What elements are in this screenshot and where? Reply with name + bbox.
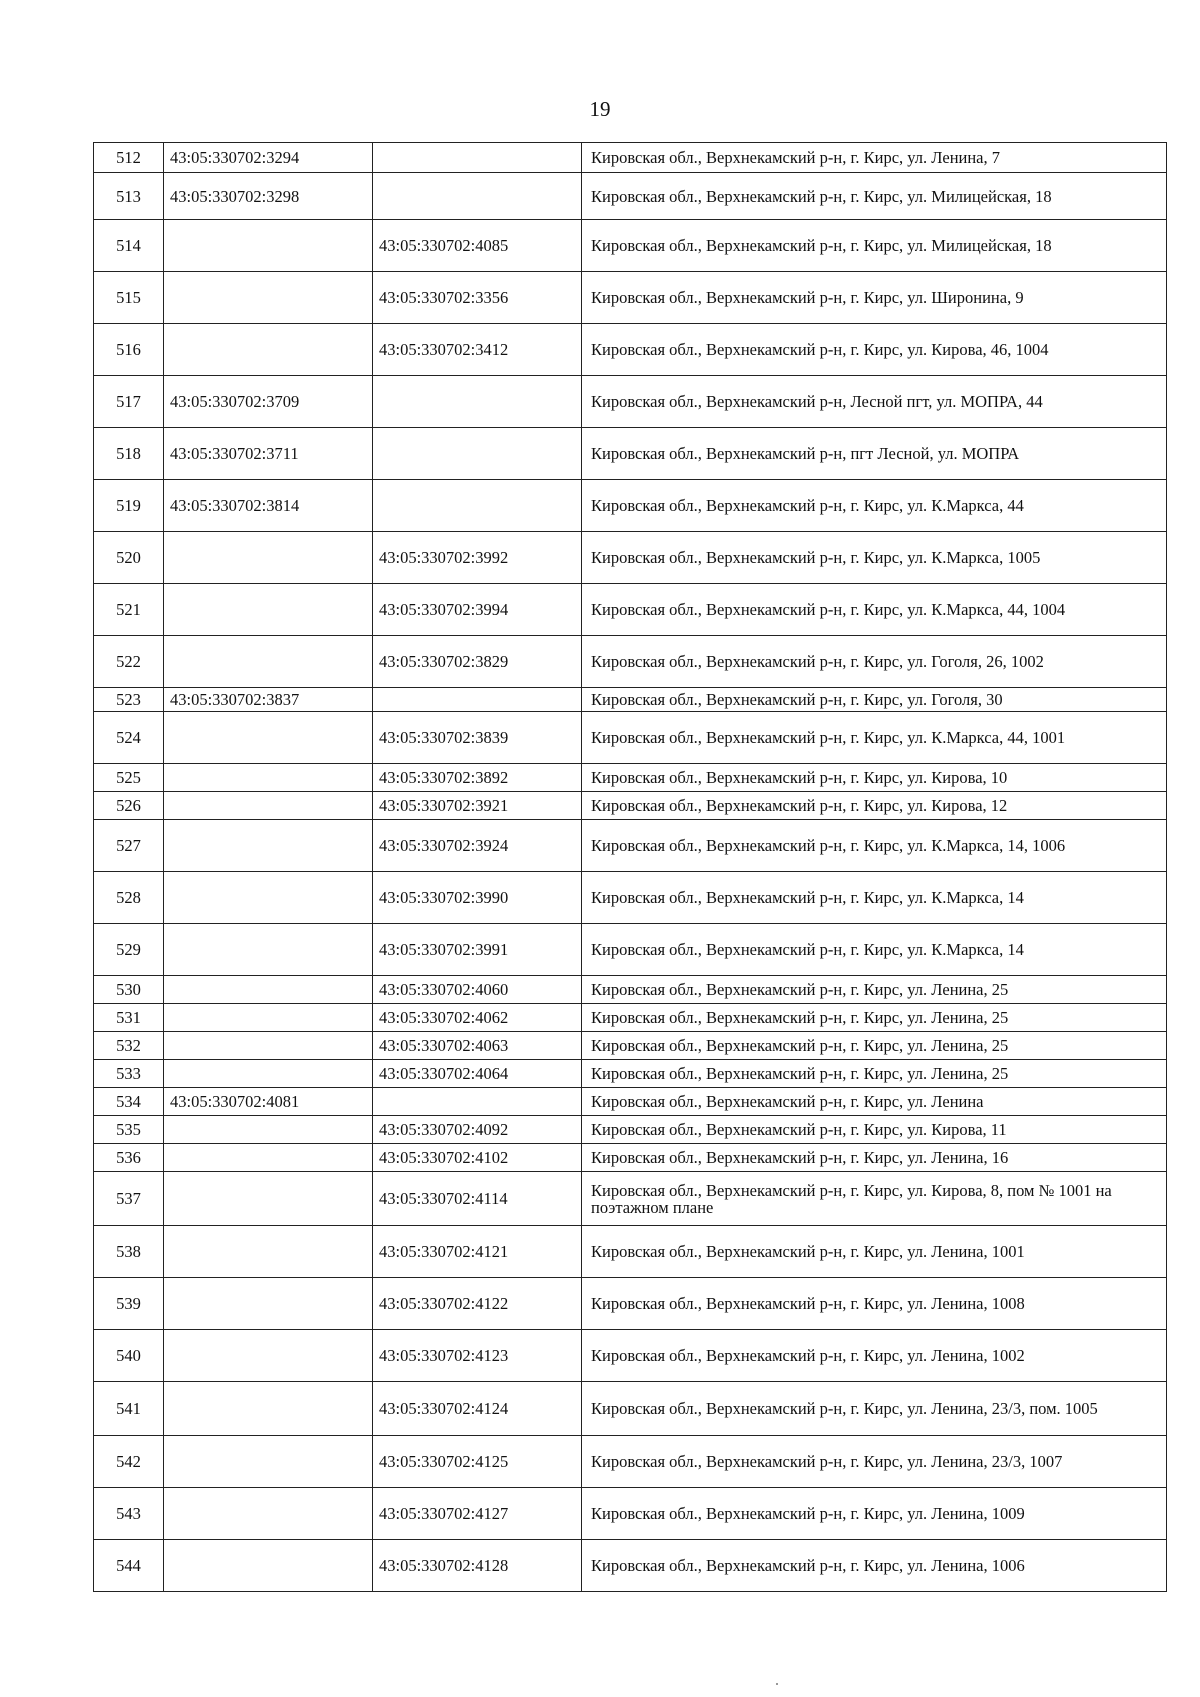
object-cadastral-number-cell: 43:05:330702:4085	[373, 220, 582, 272]
object-cadastral-number-cell: 43:05:330702:4114	[373, 1172, 582, 1226]
row-number-cell: 518	[94, 428, 164, 480]
cadastral-number-cell: 43:05:330702:3814	[164, 480, 373, 532]
table-row	[94, 272, 1167, 324]
address-cell: Кировская обл., Верхнекамский р-н, г. Кирс, ул. Ленина, 1001	[582, 1226, 1167, 1278]
table-row	[94, 688, 1167, 712]
table-row	[94, 584, 1167, 636]
cadastral-number-cell	[164, 1116, 373, 1144]
cadastral-number-cell	[164, 1032, 373, 1060]
object-cadastral-number-cell: 43:05:330702:4092	[373, 1116, 582, 1144]
address-cell: Кировская обл., Верхнекамский р-н, г. Кирс, ул. Ленина, 1009	[582, 1488, 1167, 1540]
table-row	[94, 872, 1167, 924]
row-number-cell: 514	[94, 220, 164, 272]
row-number-cell: 534	[94, 1088, 164, 1116]
address-cell: Кировская обл., Верхнекамский р-н, г. Кирс, ул. Ленина, 16	[582, 1144, 1167, 1172]
object-cadastral-number-cell: 43:05:330702:3991	[373, 924, 582, 976]
table-row	[94, 1088, 1167, 1116]
object-cadastral-number-cell: 43:05:330702:4063	[373, 1032, 582, 1060]
table-row	[94, 173, 1167, 220]
row-number-cell: 544	[94, 1540, 164, 1592]
cadastral-number-cell	[164, 1278, 373, 1330]
cadastral-number-cell	[164, 924, 373, 976]
row-number-cell: 521	[94, 584, 164, 636]
table-row	[94, 1226, 1167, 1278]
object-cadastral-number-cell: 43:05:330702:4062	[373, 1004, 582, 1032]
row-number-cell: 513	[94, 173, 164, 220]
address-cell: Кировская обл., Верхнекамский р-н, г. Кирс, ул. Гоголя, 26, 1002	[582, 636, 1167, 688]
cadastral-number-cell: 43:05:330702:3298	[164, 173, 373, 220]
cadastral-number-cell: 43:05:330702:3709	[164, 376, 373, 428]
table-row	[94, 820, 1167, 872]
row-number-cell: 531	[94, 1004, 164, 1032]
row-number-cell: 516	[94, 324, 164, 376]
table-row	[94, 143, 1167, 173]
cadastral-number-cell	[164, 1382, 373, 1436]
row-number-cell: 515	[94, 272, 164, 324]
object-cadastral-number-cell: 43:05:330702:4123	[373, 1330, 582, 1382]
address-cell: Кировская обл., Верхнекамский р-н, г. Кирс, ул. Кирова, 10	[582, 764, 1167, 792]
cadastral-number-cell	[164, 1144, 373, 1172]
object-cadastral-number-cell: 43:05:330702:4125	[373, 1436, 582, 1488]
table-row	[94, 376, 1167, 428]
page-number: 19	[589, 97, 611, 121]
object-cadastral-number-cell: 43:05:330702:3921	[373, 792, 582, 820]
table-row	[94, 532, 1167, 584]
table-row	[94, 1488, 1167, 1540]
table-row	[94, 976, 1167, 1004]
address-cell: Кировская обл., Верхнекамский р-н, г. Кирс, ул. Ленина, 7	[582, 143, 1167, 173]
row-number-cell: 539	[94, 1278, 164, 1330]
address-cell: Кировская обл., Верхнекамский р-н, г. Кирс, ул. Милицейская, 18	[582, 220, 1167, 272]
address-cell: Кировская обл., Верхнекамский р-н, г. Кирс, ул. К.Маркса, 14	[582, 872, 1167, 924]
object-cadastral-number-cell: 43:05:330702:3924	[373, 820, 582, 872]
cadastral-number-cell	[164, 220, 373, 272]
object-cadastral-number-cell: 43:05:330702:3892	[373, 764, 582, 792]
object-cadastral-number-cell	[373, 1088, 582, 1116]
row-number-cell: 525	[94, 764, 164, 792]
cadastral-number-cell	[164, 820, 373, 872]
row-number-cell: 527	[94, 820, 164, 872]
table-row	[94, 480, 1167, 532]
cadastral-number-cell	[164, 584, 373, 636]
object-cadastral-number-cell: 43:05:330702:3994	[373, 584, 582, 636]
cadastral-number-cell	[164, 1004, 373, 1032]
row-number-cell: 541	[94, 1382, 164, 1436]
parcel-table	[93, 142, 1167, 1592]
cadastral-number-cell: 43:05:330702:3837	[164, 688, 373, 712]
object-cadastral-number-cell	[373, 688, 582, 712]
table-row	[94, 712, 1167, 764]
address-cell: Кировская обл., Верхнекамский р-н, г. Кирс, ул. К.Маркса, 44	[582, 480, 1167, 532]
object-cadastral-number-cell: 43:05:330702:4060	[373, 976, 582, 1004]
address-cell: Кировская обл., Верхнекамский р-н, г. Кирс, ул. К.Маркса, 14	[582, 924, 1167, 976]
cadastral-number-cell: 43:05:330702:3711	[164, 428, 373, 480]
row-number-cell: 538	[94, 1226, 164, 1278]
row-number-cell: 542	[94, 1436, 164, 1488]
table-row	[94, 1436, 1167, 1488]
address-cell: Кировская обл., Верхнекамский р-н, г. Кирс, ул. Гоголя, 30	[582, 688, 1167, 712]
table-row	[94, 792, 1167, 820]
object-cadastral-number-cell: 43:05:330702:3356	[373, 272, 582, 324]
table-row	[94, 1278, 1167, 1330]
cadastral-number-cell	[164, 1172, 373, 1226]
cadastral-number-cell: 43:05:330702:4081	[164, 1088, 373, 1116]
address-cell: Кировская обл., Верхнекамский р-н, г. Кирс, ул. К.Маркса, 1005	[582, 532, 1167, 584]
row-number-cell: 536	[94, 1144, 164, 1172]
cadastral-number-cell	[164, 324, 373, 376]
row-number-cell: 526	[94, 792, 164, 820]
row-number-cell: 535	[94, 1116, 164, 1144]
address-cell: Кировская обл., Верхнекамский р-н, г. Кирс, ул. Широнина, 9	[582, 272, 1167, 324]
cadastral-number-cell: 43:05:330702:3294	[164, 143, 373, 173]
table-row	[94, 1004, 1167, 1032]
row-number-cell: 529	[94, 924, 164, 976]
table-row	[94, 428, 1167, 480]
object-cadastral-number-cell: 43:05:330702:4064	[373, 1060, 582, 1088]
scan-speck	[776, 1683, 778, 1685]
address-cell: Кировская обл., Верхнекамский р-н, г. Кирс, ул. Ленина, 1008	[582, 1278, 1167, 1330]
address-cell: Кировская обл., Верхнекамский р-н, г. Кирс, ул. Ленина	[582, 1088, 1167, 1116]
cadastral-number-cell	[164, 764, 373, 792]
cadastral-number-cell	[164, 1060, 373, 1088]
row-number-cell: 512	[94, 143, 164, 173]
table-row	[94, 220, 1167, 272]
object-cadastral-number-cell	[373, 376, 582, 428]
address-cell: Кировская обл., Верхнекамский р-н, г. Кирс, ул. Кирова, 11	[582, 1116, 1167, 1144]
cadastral-number-cell	[164, 872, 373, 924]
object-cadastral-number-cell: 43:05:330702:3839	[373, 712, 582, 764]
row-number-cell: 532	[94, 1032, 164, 1060]
row-number-cell: 537	[94, 1172, 164, 1226]
table-body	[94, 143, 1167, 1592]
cadastral-number-cell	[164, 1488, 373, 1540]
row-number-cell: 528	[94, 872, 164, 924]
cadastral-number-cell	[164, 792, 373, 820]
row-number-cell: 533	[94, 1060, 164, 1088]
object-cadastral-number-cell	[373, 143, 582, 173]
address-cell: Кировская обл., Верхнекамский р-н, Лесной пгт, ул. МОПРА, 44	[582, 376, 1167, 428]
object-cadastral-number-cell: 43:05:330702:4102	[373, 1144, 582, 1172]
table-row	[94, 1172, 1167, 1226]
object-cadastral-number-cell	[373, 173, 582, 220]
cadastral-number-cell	[164, 1330, 373, 1382]
row-number-cell: 517	[94, 376, 164, 428]
table-row	[94, 324, 1167, 376]
object-cadastral-number-cell: 43:05:330702:4128	[373, 1540, 582, 1592]
table-row	[94, 1382, 1167, 1436]
table-row	[94, 636, 1167, 688]
address-cell: Кировская обл., Верхнекамский р-н, г. Кирс, ул. Ленина, 1006	[582, 1540, 1167, 1592]
object-cadastral-number-cell: 43:05:330702:3412	[373, 324, 582, 376]
object-cadastral-number-cell: 43:05:330702:4124	[373, 1382, 582, 1436]
row-number-cell: 522	[94, 636, 164, 688]
object-cadastral-number-cell: 43:05:330702:4122	[373, 1278, 582, 1330]
address-cell: Кировская обл., Верхнекамский р-н, г. Кирс, ул. К.Маркса, 44, 1004	[582, 584, 1167, 636]
table-row	[94, 924, 1167, 976]
table-row	[94, 764, 1167, 792]
cadastral-number-cell	[164, 532, 373, 584]
object-cadastral-number-cell	[373, 428, 582, 480]
row-number-cell: 519	[94, 480, 164, 532]
address-cell: Кировская обл., Верхнекамский р-н, пгт Лесной, ул. МОПРА	[582, 428, 1167, 480]
row-number-cell: 524	[94, 712, 164, 764]
address-cell: Кировская обл., Верхнекамский р-н, г. Кирс, ул. К.Маркса, 44, 1001	[582, 712, 1167, 764]
address-cell: Кировская обл., Верхнекамский р-н, г. Кирс, ул. Ленина, 25	[582, 976, 1167, 1004]
table-row	[94, 1330, 1167, 1382]
row-number-cell: 530	[94, 976, 164, 1004]
cadastral-number-cell	[164, 1540, 373, 1592]
address-cell: Кировская обл., Верхнекамский р-н, г. Кирс, ул. Ленина, 25	[582, 1004, 1167, 1032]
row-number-cell: 540	[94, 1330, 164, 1382]
object-cadastral-number-cell: 43:05:330702:3992	[373, 532, 582, 584]
row-number-cell: 523	[94, 688, 164, 712]
address-cell: Кировская обл., Верхнекамский р-н, г. Кирс, ул. Кирова, 12	[582, 792, 1167, 820]
table-row	[94, 1540, 1167, 1592]
object-cadastral-number-cell	[373, 480, 582, 532]
address-cell: Кировская обл., Верхнекамский р-н, г. Кирс, ул. Ленина, 25	[582, 1032, 1167, 1060]
address-cell: Кировская обл., Верхнекамский р-н, г. Кирс, ул. Ленина, 1002	[582, 1330, 1167, 1382]
address-cell: Кировская обл., Верхнекамский р-н, г. Кирс, ул. Ленина, 23/3, пом. 1005	[582, 1382, 1167, 1436]
address-cell: Кировская обл., Верхнекамский р-н, г. Кирс, ул. К.Маркса, 14, 1006	[582, 820, 1167, 872]
table-row	[94, 1032, 1167, 1060]
row-number-cell: 543	[94, 1488, 164, 1540]
object-cadastral-number-cell: 43:05:330702:4127	[373, 1488, 582, 1540]
table-row	[94, 1060, 1167, 1088]
address-cell: Кировская обл., Верхнекамский р-н, г. Кирс, ул. Кирова, 46, 1004	[582, 324, 1167, 376]
cadastral-number-cell	[164, 976, 373, 1004]
address-cell: Кировская обл., Верхнекамский р-н, г. Кирс, ул. Ленина, 25	[582, 1060, 1167, 1088]
cadastral-number-cell	[164, 1226, 373, 1278]
cadastral-number-cell	[164, 272, 373, 324]
object-cadastral-number-cell: 43:05:330702:4121	[373, 1226, 582, 1278]
cadastral-number-cell	[164, 1436, 373, 1488]
object-cadastral-number-cell: 43:05:330702:3990	[373, 872, 582, 924]
row-number-cell: 520	[94, 532, 164, 584]
cadastral-number-cell	[164, 636, 373, 688]
cadastral-number-cell	[164, 712, 373, 764]
address-cell: Кировская обл., Верхнекамский р-н, г. Кирс, ул. Кирова, 8, пом № 1001 на поэтажном плане	[582, 1172, 1167, 1226]
table-row	[94, 1116, 1167, 1144]
address-cell: Кировская обл., Верхнекамский р-н, г. Кирс, ул. Милицейская, 18	[582, 173, 1167, 220]
address-cell: Кировская обл., Верхнекамский р-н, г. Кирс, ул. Ленина, 23/3, 1007	[582, 1436, 1167, 1488]
object-cadastral-number-cell: 43:05:330702:3829	[373, 636, 582, 688]
table-row	[94, 1144, 1167, 1172]
